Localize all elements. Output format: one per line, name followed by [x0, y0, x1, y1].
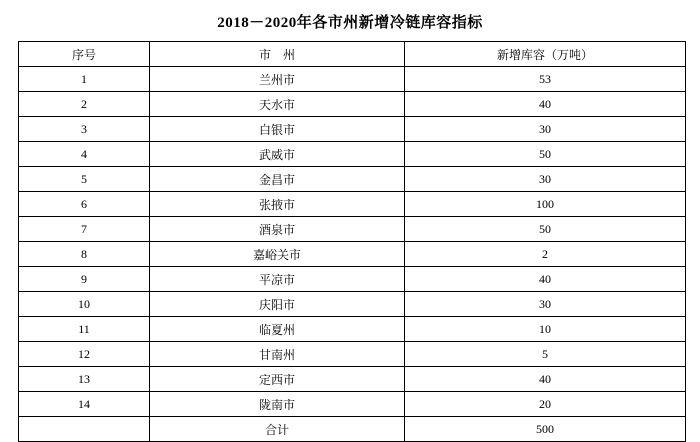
cell-city: 金昌市 [150, 167, 405, 192]
cell-no: 10 [19, 292, 150, 317]
cell-capacity: 2 [405, 242, 686, 267]
table-container [0, 41, 700, 442]
cell-capacity: 40 [405, 267, 686, 292]
cell-capacity: 30 [405, 292, 686, 317]
cell-no: 14 [19, 392, 150, 417]
cell-total-capacity: 500 [405, 417, 686, 442]
table-total-row [19, 417, 686, 442]
cell-no: 9 [19, 267, 150, 292]
cell-no: 1 [19, 67, 150, 92]
cell-city: 酒泉市 [150, 217, 405, 242]
cell-capacity: 50 [405, 142, 686, 167]
cell-no: 13 [19, 367, 150, 392]
cell-city: 兰州市 [150, 67, 405, 92]
cell-city: 张掖市 [150, 192, 405, 217]
column-header-capacity: 新增库容（万吨） [405, 42, 686, 67]
cell-capacity: 5 [405, 342, 686, 367]
cell-city: 临夏州 [150, 317, 405, 342]
table-row [19, 292, 686, 317]
table-row [19, 217, 686, 242]
cell-no: 11 [19, 317, 150, 342]
cell-city: 定西市 [150, 367, 405, 392]
cell-capacity: 10 [405, 317, 686, 342]
cell-city: 武威市 [150, 142, 405, 167]
cell-capacity: 40 [405, 92, 686, 117]
table-row [19, 117, 686, 142]
cell-capacity: 20 [405, 392, 686, 417]
cell-capacity: 30 [405, 117, 686, 142]
cell-no: 8 [19, 242, 150, 267]
cell-no: 5 [19, 167, 150, 192]
table-row [19, 342, 686, 367]
column-header-city: 市 州 [150, 42, 405, 67]
cell-capacity: 50 [405, 217, 686, 242]
cell-no: 6 [19, 192, 150, 217]
cell-city: 平凉市 [150, 267, 405, 292]
cell-total-no [19, 417, 150, 442]
cold-chain-capacity-table [18, 41, 686, 442]
page-title: 2018－2020年各市州新增冷链库容指标 [217, 15, 483, 31]
table-row [19, 142, 686, 167]
table-row [19, 192, 686, 217]
cell-no: 12 [19, 342, 150, 367]
cell-capacity: 30 [405, 167, 686, 192]
table-row [19, 367, 686, 392]
table-row [19, 317, 686, 342]
cell-no: 4 [19, 142, 150, 167]
cell-city: 甘南州 [150, 342, 405, 367]
cell-no: 2 [19, 92, 150, 117]
table-row [19, 67, 686, 92]
cell-capacity: 100 [405, 192, 686, 217]
table-body [19, 42, 686, 442]
cell-city: 白银市 [150, 117, 405, 142]
table-row [19, 392, 686, 417]
cell-total-label: 合计 [150, 417, 405, 442]
cell-capacity: 53 [405, 67, 686, 92]
cell-no: 3 [19, 117, 150, 142]
cell-no: 7 [19, 217, 150, 242]
cell-city: 庆阳市 [150, 292, 405, 317]
table-row [19, 242, 686, 267]
cell-city: 天水市 [150, 92, 405, 117]
table-row [19, 267, 686, 292]
cell-city: 陇南市 [150, 392, 405, 417]
column-header-no: 序号 [19, 42, 150, 67]
table-header-row [19, 42, 686, 67]
cell-capacity: 40 [405, 367, 686, 392]
cell-city: 嘉峪关市 [150, 242, 405, 267]
table-row [19, 92, 686, 117]
table-row [19, 167, 686, 192]
